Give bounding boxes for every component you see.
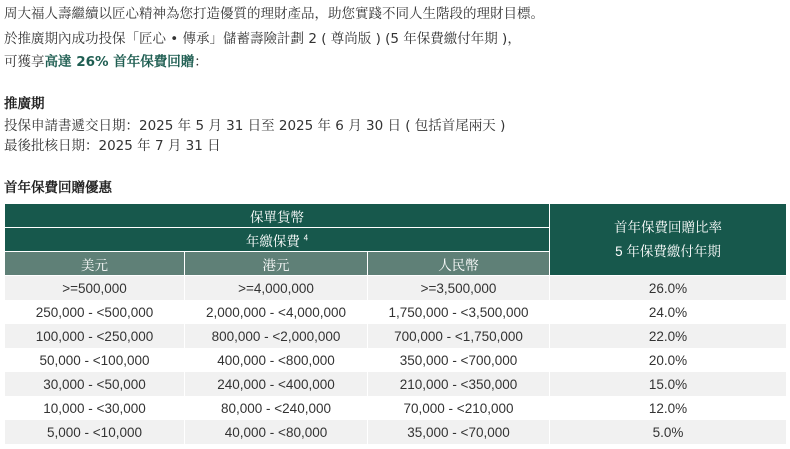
table-row	[5, 396, 787, 420]
currency-rmb-header: 人民幣	[368, 252, 550, 276]
table-row	[5, 348, 787, 372]
hkd-premium-cell: 400,000 - <800,000	[185, 348, 368, 372]
rebate-rate-cell: 12.0%	[550, 396, 787, 420]
header-policy-currency: 保單貨幣	[5, 204, 550, 228]
intro-line-3-suffix: ：	[194, 54, 208, 70]
header-rate-line-2: 5 年保費繳付年期	[615, 243, 721, 259]
table-row	[5, 372, 787, 396]
table-row	[5, 276, 787, 301]
usd-premium-cell: 50,000 - <100,000	[5, 348, 185, 372]
submission-period: 投保申請書遞交日期：2025 年 5 月 31 日至 2025 年 6 月 30 日 ( 包括首尾兩天 )	[4, 118, 506, 134]
rmb-premium-cell: 350,000 - <700,000	[368, 348, 550, 372]
usd-premium-cell: 30,000 - <50,000	[5, 372, 185, 396]
hkd-premium-cell: >=4,000,000	[185, 276, 368, 301]
intro-line-3	[4, 53, 208, 71]
rebate-highlight: 高達 26% 首年保費回贈	[44, 54, 195, 70]
intro-line-3-prefix: 可獲享	[4, 54, 45, 70]
rebate-table-heading: 首年保費回贈優惠	[4, 180, 112, 196]
rebate-rate-cell: 15.0%	[550, 372, 787, 396]
table-row	[5, 300, 787, 324]
approval-date: 最後批核日期：2025 年 7 月 31 日	[4, 138, 221, 154]
hkd-premium-cell: 80,000 - <240,000	[185, 396, 368, 420]
hkd-premium-cell: 2,000,000 - <4,000,000	[185, 300, 368, 324]
table-row	[5, 420, 787, 444]
usd-premium-cell: 10,000 - <30,000	[5, 396, 185, 420]
header-annual-premium	[5, 228, 550, 252]
rebate-table	[4, 203, 787, 444]
rmb-premium-cell: >=3,500,000	[368, 276, 550, 301]
hkd-premium-cell: 40,000 - <80,000	[185, 420, 368, 444]
usd-premium-cell: 100,000 - <250,000	[5, 324, 185, 348]
usd-premium-cell: 5,000 - <10,000	[5, 420, 185, 444]
rmb-premium-cell: 70,000 - <210,000	[368, 396, 550, 420]
intro-line-2: 於推廣期內成功投保「匠心 • 傳承」儲蓄壽險計劃 2 ( 尊尚版 ) (5 年保費繳付年期 )，	[4, 31, 521, 47]
hkd-premium-cell: 800,000 - <2,000,000	[185, 324, 368, 348]
rebate-rate-cell: 5.0%	[550, 420, 787, 444]
rebate-rate-cell: 26.0%	[550, 276, 787, 301]
intro-line-1: 周大福人壽繼續以匠心精神為您打造優質的理財產品，助您實踐不同人生階段的理財目標。	[4, 6, 544, 22]
header-rebate-rate	[550, 204, 787, 276]
rebate-table-body	[5, 276, 787, 445]
rebate-rate-cell: 24.0%	[550, 300, 787, 324]
rebate-rate-cell: 22.0%	[550, 324, 787, 348]
hkd-premium-cell: 240,000 - <400,000	[185, 372, 368, 396]
footnote-marker: 4	[303, 233, 309, 242]
currency-usd-header: 美元	[5, 252, 185, 276]
rmb-premium-cell: 700,000 - <1,750,000	[368, 324, 550, 348]
rebate-rate-cell: 20.0%	[550, 348, 787, 372]
usd-premium-cell: 250,000 - <500,000	[5, 300, 185, 324]
header-annual-premium-label: 年繳保費	[245, 233, 300, 249]
header-rate-line-1: 首年保費回贈比率	[614, 219, 723, 235]
rmb-premium-cell: 35,000 - <70,000	[368, 420, 550, 444]
promotion-period-heading: 推廣期	[4, 96, 45, 112]
table-row	[5, 324, 787, 348]
currency-hkd-header: 港元	[185, 252, 368, 276]
rmb-premium-cell: 1,750,000 - <3,500,000	[368, 300, 550, 324]
usd-premium-cell: >=500,000	[5, 276, 185, 301]
rmb-premium-cell: 210,000 - <350,000	[368, 372, 550, 396]
